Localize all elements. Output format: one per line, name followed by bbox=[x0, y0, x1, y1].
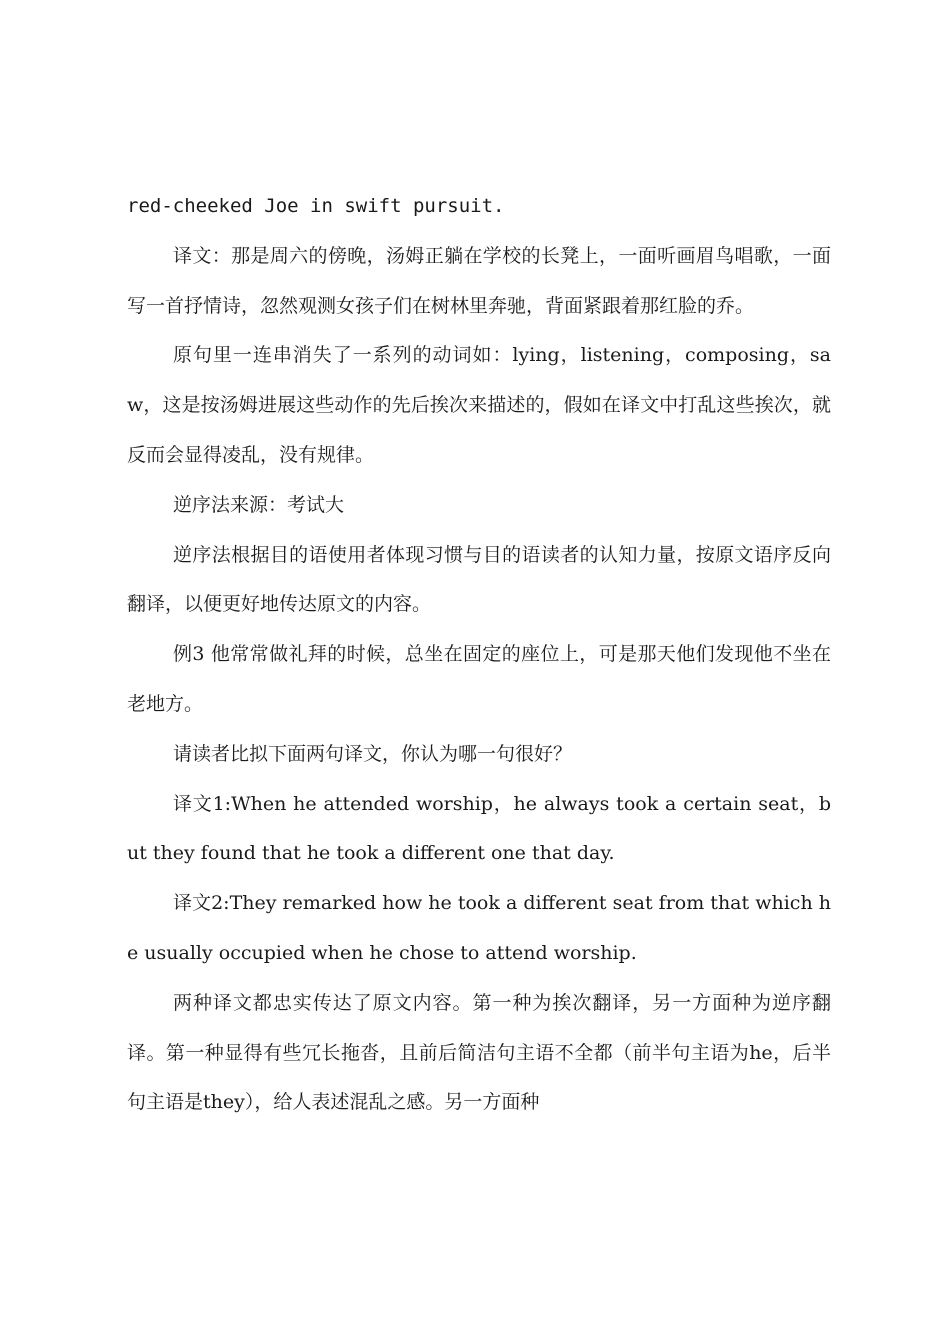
paragraph-7: 请读者比拟下面两句译文，你认为哪一句很好？ bbox=[173, 742, 573, 765]
paragraph-1: red-cheeked Joe in swift pursuit. bbox=[127, 195, 505, 217]
paragraph-9: 译文2:They remarked how he took a different seat from that which he usually occupied when he chose to attend worship. bbox=[127, 892, 831, 964]
paragraph-5: 逆序法根据目的语使用者体现习惯与目的语读者的认知力量，按原文语序反向翻译，以便更好地传达原文的内容。 bbox=[127, 543, 831, 616]
paragraph-3: 原句里一连串消失了一系列的动词如：lying，listening，composing，saw，这是按汤姆进展这些动作的先后挨次来描述的，假如在译文中打乱这些挨次，就反而会显得凌乱，没有规律。 bbox=[127, 344, 831, 466]
paragraph-6: 例3 他常常做礼拜的时候，总坐在固定的座位上，可是那天他们发现他不坐在老地方。 bbox=[127, 643, 831, 715]
paragraph-8: 译文1:When he attended worship，he always took a certain seat，but they found that he took a different one that day. bbox=[127, 792, 831, 865]
document-body bbox=[127, 182, 831, 1128]
paragraph-2: 译文：那是周六的傍晚，汤姆正躺在学校的长凳上，一面听画眉鸟唱歌，一面写一首抒情诗，忽然观测女孩子们在树林里奔驰，背面紧跟着那红脸的乔。 bbox=[127, 244, 831, 317]
paragraph-10: 两种译文都忠实传达了原文内容。第一种为挨次翻译，另一方面种为逆序翻译。第一种显得有些冗长拖沓，且前后简洁句主语不全都（前半句主语为he，后半句主语是they），给人表述混乱之感。另一方面种 bbox=[127, 991, 831, 1114]
paragraph-4: 逆序法来源：考试大 bbox=[173, 493, 345, 516]
